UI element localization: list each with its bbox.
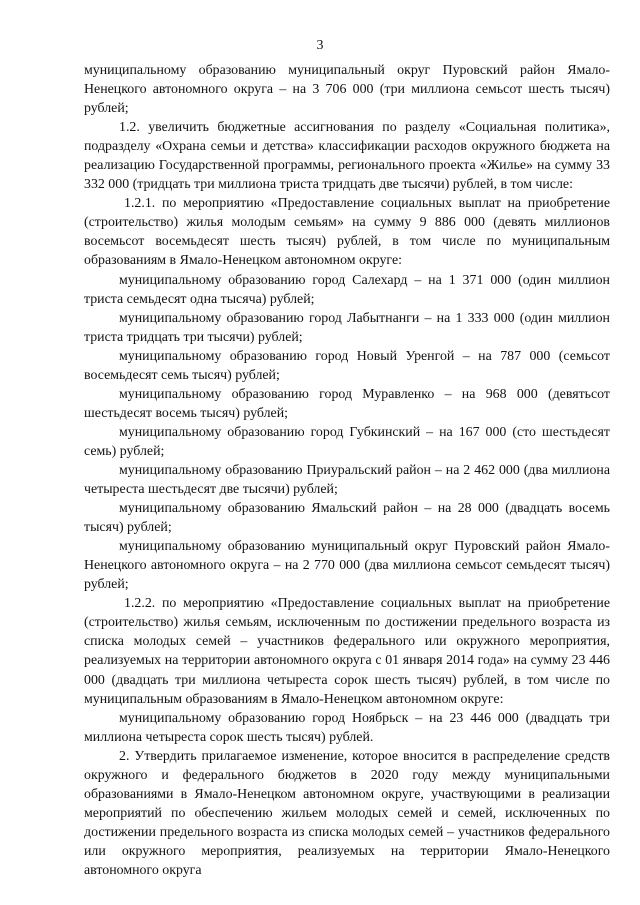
- paragraph: 1.2.2. по мероприятию «Предоставление социальных выплат на приобретение (строительство) жилья семьям, исключенным по достижении предельного возраста из списка молодых семей – участников федерального или окружного мероприятия, реализуемых на территории автономного округа с 01 января 2014 года» на сумму 23 446 000 (двадцать три миллиона четыреста сорок шесть тысяч) рублей, в том числе по муниципальным образованиям в Ямало-Ненецком автономном округе:: [84, 596, 610, 707]
- paragraph: 1.2. увеличить бюджетные ассигнования по разделу «Социальная политика», подразделу «Охрана семьи и детства» классификации расходов окружного бюджета на реализацию Государственной программы, регионального проекта «Жилье» на сумму 33 332 000 (тридцать три миллиона триста тридцать две тысячи) рублей, в том числе:: [84, 120, 610, 193]
- paragraph: муниципальному образованию город Губкинский – на 167 000 (сто шестьдесят семь) рублей;: [84, 424, 610, 459]
- paragraph: муниципальному образованию город Новый Уренгой – на 787 000 (семьсот восемьдесят семь тысяч) рублей;: [84, 348, 610, 383]
- paragraph: 1.2.1. по мероприятию «Предоставление социальных выплат на приобретение (строительство) жилья молодым семьям» на сумму 9 886 000 (девять миллионов восемьсот восемьдесят шесть тысяч) рублей, в том числе по муниципальным образованиям в Ямало-Ненецком автономном округе:: [84, 196, 610, 269]
- paragraph: муниципальному образованию город Ноябрьск – на 23 446 000 (двадцать три миллиона четыреста сорок шесть тысяч) рублей.: [84, 710, 610, 745]
- paragraph: муниципальному образованию город Муравленко – на 968 000 (девятьсот шестьдесят восемь тысяч) рублей;: [84, 386, 610, 421]
- paragraph: муниципальному образованию Ямальский район – на 28 000 (двадцать восемь тысяч) рублей;: [84, 501, 610, 536]
- page-number: 3: [316, 38, 324, 53]
- paragraph: муниципальному образованию город Лабытнанги – на 1 333 000 (один миллион триста тридцать три тысячи) рублей;: [84, 310, 610, 345]
- document-body: [84, 61, 610, 880]
- paragraph: 2. Утвердить прилагаемое изменение, которое вносится в распределение средств окружного и федерального бюджетов в 2020 году между муниципальными образованиями в Ямало-Ненецком автономном округе, участвующими в реализации мероприятий по обеспечению жильем молодых семей и семей, исключенных по достижении предельного возраста из списка молодых семей – участников федерального или окружного мероприятия, реализуемых на территории Ямало-Ненецкого автономного округа: [84, 748, 610, 878]
- paragraph: муниципальному образованию муниципальный округ Пуровский район Ямало-Ненецкого автономного округа – на 2 770 000 (два миллиона семьсот семьдесят тысяч) рублей;: [84, 539, 610, 593]
- paragraph: муниципальному образованию город Салехард – на 1 371 000 (один миллион триста семьдесят одна тысяча) рублей;: [84, 272, 610, 307]
- paragraph: муниципальному образованию муниципальный округ Пуровский район Ямало-Ненецкого автономного округа – на 3 706 000 (три миллиона семьсот шесть тысяч) рублей;: [84, 63, 610, 117]
- paragraph: муниципальному образованию Приуральский район – на 2 462 000 (два миллиона четыреста шестьдесят две тысячи) рублей;: [84, 462, 610, 498]
